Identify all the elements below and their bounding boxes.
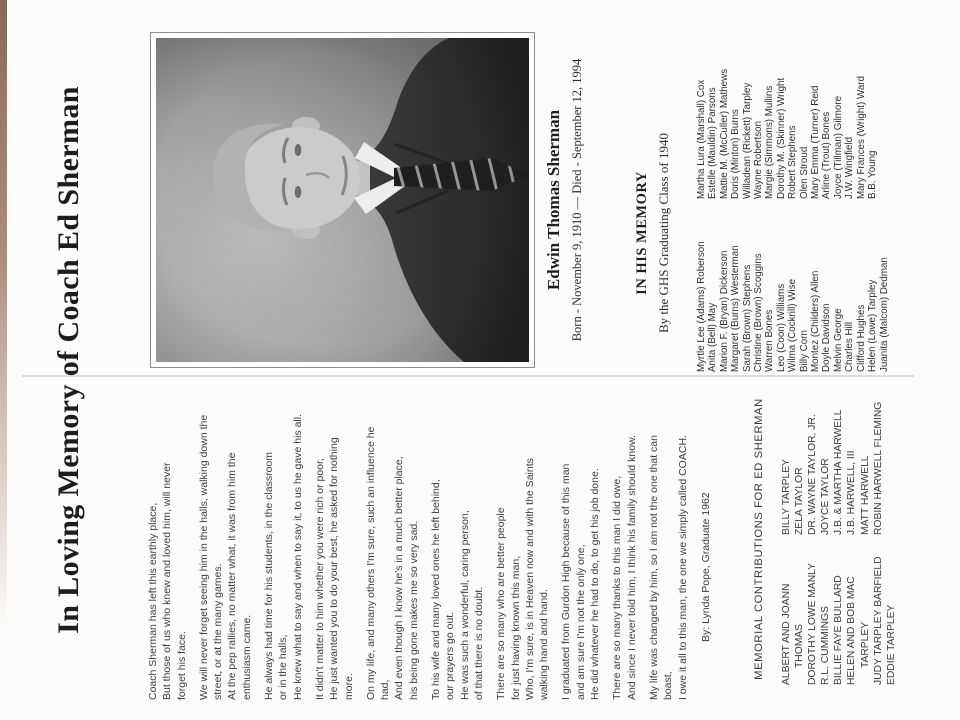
tribute-line: It didn't matter to him whether you were rich or poor,	[313, 458, 326, 700]
tribute-line: At the pep rallies, no matter what, it was from him the	[226, 452, 239, 700]
tribute-line: He knew what to say and when to say it, to us he gave his all.	[291, 414, 304, 700]
contributions-heading: MEMORIAL CONTRIBUTIONS FOR ED SHERMAN	[753, 398, 765, 680]
tribute-attribution: By: Lynda Pope, Graduate 1962	[699, 492, 712, 642]
tribute-line: To his wife and many loved ones he left behind,	[430, 479, 443, 700]
page-title: In Loving Memory of Coach Ed Sherman	[52, 86, 85, 634]
contribution-name: ZELA TAYLOR	[794, 467, 806, 535]
memory-name: Estelle (Mauldin) Parsons	[707, 87, 719, 199]
memory-name: Margie (Simmons) Mullins	[764, 85, 776, 199]
contribution-name: JOYCE TAYLOR	[820, 458, 832, 535]
contribution-name: DR. WAYNE TAYLOR, JR.	[807, 414, 819, 535]
contribution-name: ALBERT AND JOANN	[781, 583, 792, 685]
tribute-line: On my life, and many others I'm sure, such an influence he	[364, 426, 377, 700]
memory-heading: IN HIS MEMORY	[634, 171, 650, 295]
tribute-line: of that there is no doubt.	[472, 586, 485, 700]
memory-name: Willadean (Rickett) Tarpley	[741, 82, 753, 199]
contribution-name: THOMAS	[794, 623, 806, 685]
memory-name: Margaret (Burns) Westerman	[730, 245, 742, 372]
photo-frame	[150, 32, 535, 368]
photo-caption	[544, 32, 585, 368]
tribute-line: our prayers go out.	[444, 611, 457, 700]
tribute-line: And even though I know he's in a much better place,	[393, 456, 406, 700]
contribution-name: BILLY TARPLEY	[781, 459, 792, 535]
portrait-photo	[156, 38, 529, 362]
tribute-paragraph	[313, 374, 356, 700]
memory-name: Wayne Robertson	[753, 120, 765, 199]
memory-name: Doyle Davidson	[821, 303, 833, 372]
tribute-line: Coach Sherman has left this earthly place,	[147, 502, 159, 700]
tribute-line: his being gone makes me so very sad.	[407, 520, 420, 700]
birth-death-dates: Born - November 9, 1910 — Died - September 12, 1994	[570, 58, 584, 342]
tribute-line: more.	[342, 673, 355, 700]
memory-name: Mattie M. (McCuller) Mathews	[718, 68, 730, 199]
tribute-line: street, or at the many games.	[212, 563, 225, 700]
contribution-name: JUDY TARPLEY BARFIELD	[872, 556, 884, 685]
memory-name: Anita (Bell) May	[707, 302, 719, 372]
memory-name: Doris (Minton) Burns	[730, 109, 742, 199]
tribute-paragraph	[146, 374, 189, 700]
memory-name: Christine (Brown) Scoggins	[753, 253, 765, 372]
contribution-name: ROBIN HARWELL FLEMING	[872, 401, 884, 535]
memory-name: Mary Frances (Wright) Ward	[855, 75, 867, 199]
memory-name: Leo (Coon) Williams	[775, 283, 787, 372]
scanner-edge-artifact	[0, 0, 7, 660]
memory-name: Helen (Lowe) Tarpley	[867, 279, 879, 372]
memory-names-column-1	[696, 202, 890, 372]
contribution-name: J.B. & MARTHA HARWELL	[833, 409, 845, 535]
contribution-name: MATT HARWELL	[859, 455, 871, 535]
tribute-poem	[146, 374, 713, 700]
tribute-line: He did whatever he had to do, to get his job done.	[589, 468, 602, 700]
contribution-name: HELEN AND BOB MAC	[846, 576, 858, 685]
tribute-line: and am sure I'm not the only one,	[574, 544, 587, 700]
memory-name: Wilma (Cockrill) Wise	[787, 278, 799, 372]
tribute-paragraph	[197, 374, 254, 700]
tribute-paragraph	[610, 374, 639, 700]
memory-name: B.B. Young	[867, 150, 879, 199]
tribute-line: But those of us who knew and loved him, will never	[161, 462, 174, 700]
tribute-line: He was such a wonderful, caring person,	[458, 510, 471, 700]
tribute-paragraph	[647, 374, 690, 700]
tribute-line: I graduated from Gurdon High because of this man	[560, 463, 573, 700]
tribute-paragraphs	[146, 374, 690, 700]
deceased-name: Edwin Thomas Sherman	[544, 109, 563, 291]
tribute-line: boast,	[662, 671, 675, 700]
tribute-line: forget his face.	[175, 631, 188, 700]
tribute-line: He always had time for his students, in the classroom	[263, 451, 276, 700]
tribute-paragraph	[494, 374, 551, 700]
contribution-name: DOROTHY LOWE MANLY	[807, 562, 819, 685]
memory-name: Robert Stephens	[787, 125, 799, 199]
memory-names-column-2	[696, 23, 879, 199]
tribute-paragraph	[262, 374, 305, 700]
memory-name: Warren Bones	[764, 309, 776, 372]
tribute-line: enthusiasm came.	[240, 614, 253, 700]
tribute-line: My life was changed by him, so I am not the one that can	[647, 435, 660, 700]
tribute-line: And since I never told him, I think his family should know.	[625, 435, 638, 700]
memory-name: Juanita (Malcom) Dedman	[878, 257, 890, 372]
tribute-line: had,	[379, 679, 392, 700]
memory-name: Montez (Childers) Allen	[810, 270, 822, 372]
tribute-line: I owe it all to this man, the one we simply called COACH.	[676, 435, 689, 700]
tribute-paragraph	[559, 374, 602, 700]
tribute-line: for just having known this man,	[509, 555, 522, 700]
tribute-line: We will never forget seeing him in the halls, walking down the	[197, 414, 210, 700]
tribute-line: There are so many who are better people	[495, 507, 508, 700]
contribution-name: EDDIE TARPLEY	[885, 604, 897, 685]
tribute-paragraph	[429, 374, 486, 700]
contribution-name: J.B. HARWELL, III	[846, 450, 858, 535]
contributions-column-1	[780, 535, 898, 685]
memory-name: Billy Corn	[798, 330, 810, 372]
tribute-line: He just wanted you to do your best, he asked for nothing	[328, 437, 341, 700]
memory-name: Martha Lura (Marshall) Cox	[696, 79, 707, 199]
memory-name: Charles Hill	[844, 321, 856, 372]
memory-name: Olen Stroud	[798, 146, 810, 199]
memory-name: Arline (Trout) Bones	[821, 111, 833, 199]
memory-name: Myrtle Lee (Adams) Roberson	[696, 241, 707, 372]
tribute-line: walking hand and hand.	[538, 589, 551, 700]
memory-subheading: By the GHS Graduating Class of 1940	[656, 132, 671, 334]
contribution-name: R.L. CUMMINGS	[820, 606, 832, 685]
memory-name: Mary Emma (Turner) Reid	[810, 85, 822, 199]
memory-name: Joyce (Tillman) Gilmore	[832, 95, 844, 199]
contribution-name: BILLIE FAYE BULLARD	[833, 575, 845, 685]
tribute-paragraph	[364, 374, 421, 700]
memory-name: Dorothy M. (Skinner) Wright	[775, 77, 787, 199]
memory-name: Melvin George	[832, 308, 844, 372]
contribution-name: TARPLEY	[859, 621, 871, 685]
memory-name: Clifford Hughes	[855, 304, 867, 372]
contributions-column-2	[780, 383, 885, 535]
memory-name: J.W. Wingfield	[844, 136, 856, 199]
memory-name: Sarah (Brown) Stephens	[741, 264, 753, 372]
tribute-line: Who, I'm sure, is in Heaven now and with the Saints	[523, 458, 536, 700]
tribute-line: There are so many thanks to this man I did owe,	[611, 475, 624, 700]
in-his-memory-block	[634, 98, 672, 368]
tribute-line: or in the halls,	[277, 634, 290, 700]
memory-name: Marion F. (Bryan) Dickerson	[718, 250, 730, 372]
